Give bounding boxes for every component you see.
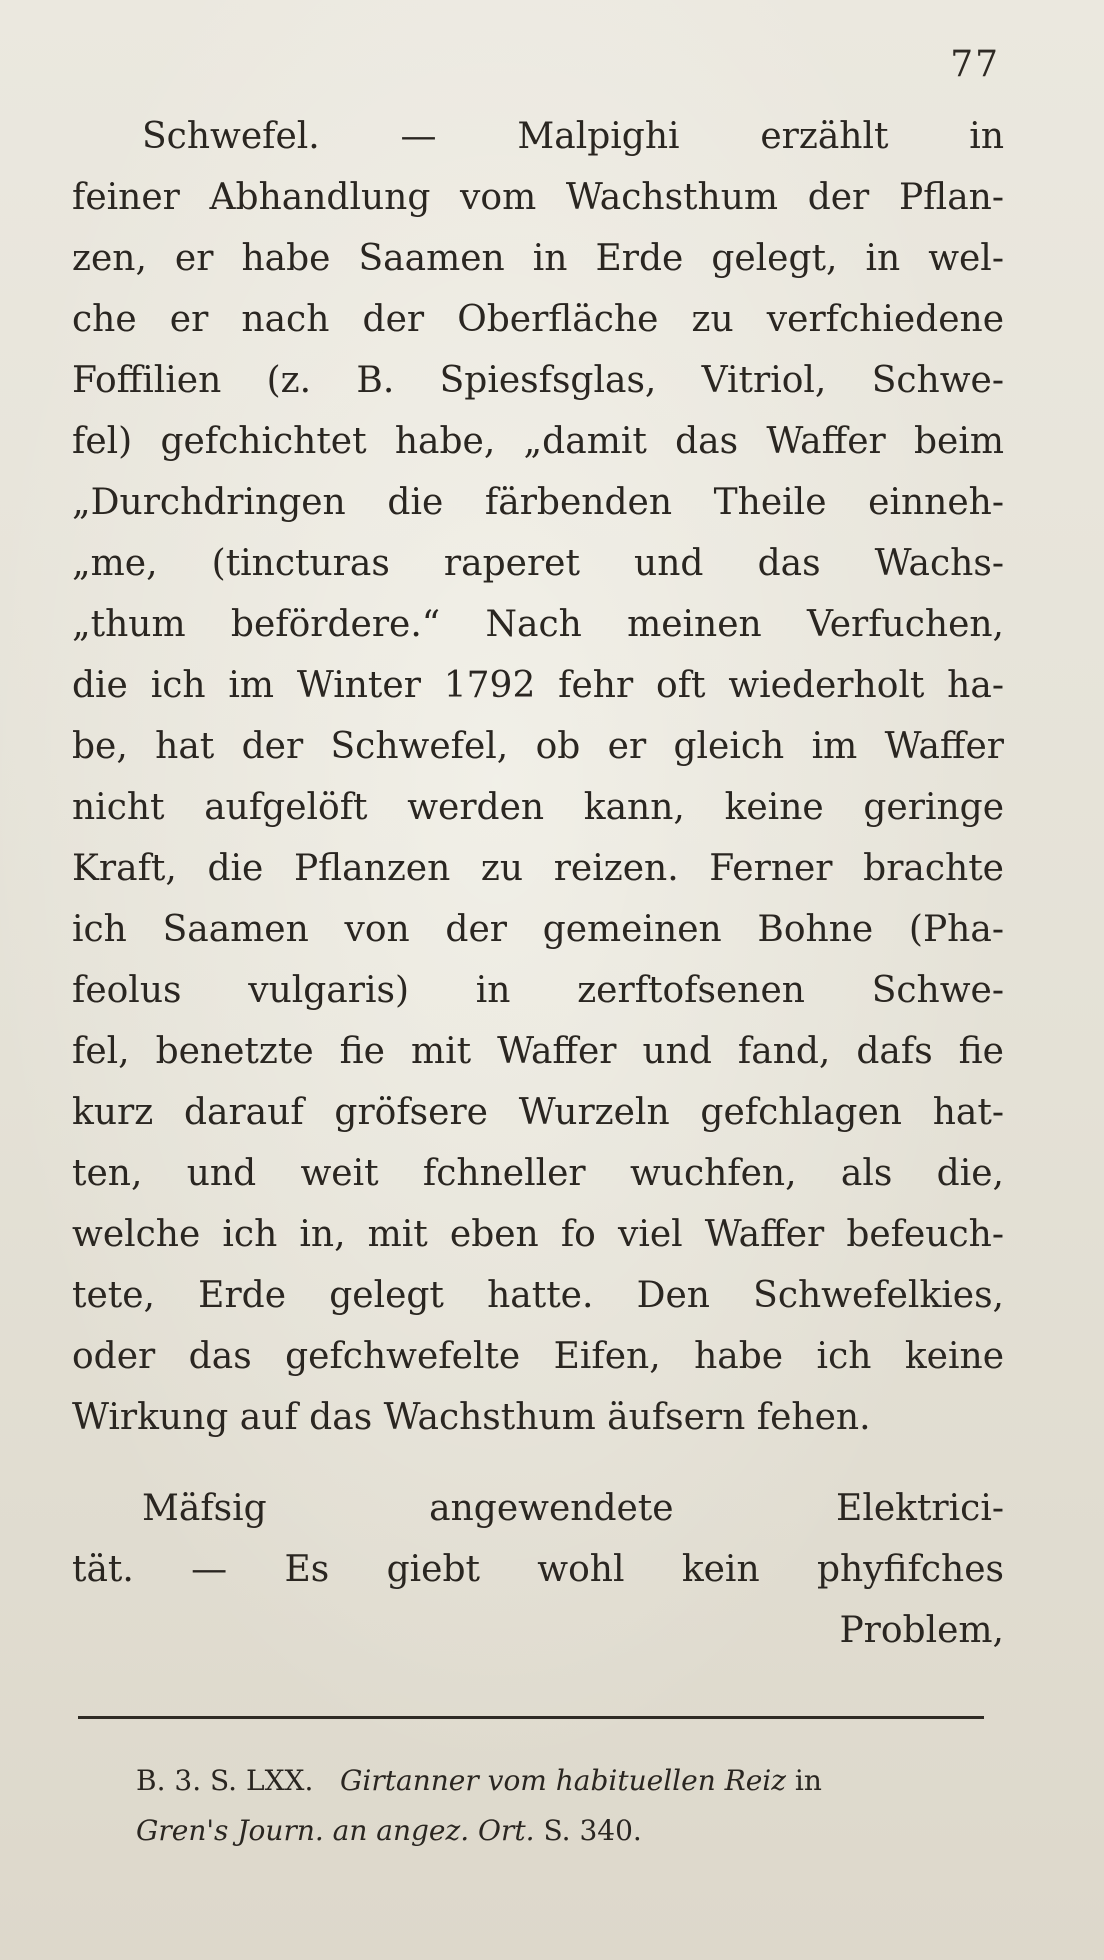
text-line: nicht aufgelöft werden kann, keine geringe — [72, 787, 1004, 828]
text-line: tete, Erde gelegt hatte. Den Schwefelkies, — [72, 1275, 1004, 1316]
text-line: „Durchdringen die färbenden Theile einneh- — [72, 482, 1004, 523]
footnote-reference: B. 3. S. LXX. — [136, 1764, 314, 1797]
text-line: die ich im Winter 1792 fehr oft wiederholt ha- — [72, 665, 1004, 706]
footnote-title: Girtanner vom habituellen Reiz — [340, 1764, 786, 1797]
text-line: Foffilien (z. B. Spiesfsglas, Vitriol, Schwe- — [72, 360, 1004, 401]
paragraph-gap — [72, 1448, 1004, 1478]
text-line: welche ich in, mit eben fo viel Waffer befeuch- — [72, 1214, 1004, 1255]
body-text — [72, 106, 1004, 1661]
footnote-rule — [78, 1716, 984, 1719]
text-line: ten, und weit fchneller wuchfen, als die, — [72, 1153, 1004, 1194]
text-line: feolus vulgaris) in zerftofsenen Schwe- — [72, 970, 1004, 1011]
text-line: che er nach der Oberfläche zu verfchiedene — [72, 299, 1004, 340]
catchword: Problem, — [839, 1610, 1004, 1651]
text-line: be, hat der Schwefel, ob er gleich im Waffer — [72, 726, 1004, 767]
text-line: Wirkung auf das Wachsthum äufsern fehen. — [72, 1397, 871, 1438]
footnote-line — [136, 1756, 996, 1806]
text-line: feiner Abhandlung vom Wachsthum der Pflan- — [72, 177, 1004, 218]
footnote-journal: Gren's Journ. an angez. Ort. — [136, 1814, 535, 1847]
footnote — [136, 1756, 996, 1856]
text-line: Kraft, die Pflanzen zu reizen. Ferner brachte — [72, 848, 1004, 889]
text-line: ich Saamen von der gemeinen Bohne (Pha- — [72, 909, 1004, 950]
text-line: Schwefel. — Malpighi erzählt in — [142, 116, 1004, 157]
text-line: Mäfsig angewendete Elektrici- — [142, 1488, 1004, 1529]
page-number: 77 — [950, 44, 1000, 85]
text-line: „thum befördere.“ Nach meinen Verfuchen, — [72, 604, 1004, 645]
text-line: „me, (tincturas raperet und das Wachs- — [72, 543, 1004, 584]
text-line: zen, er habe Saamen in Erde gelegt, in wel- — [72, 238, 1004, 279]
footnote-line — [136, 1806, 996, 1856]
text-line: tät. — Es giebt wohl kein phyfifches — [72, 1549, 1004, 1590]
text-line: oder das gefchwefelte Eifen, habe ich keine — [72, 1336, 1004, 1377]
footnote-page: S. 340. — [543, 1814, 642, 1847]
footnote-text: in — [794, 1764, 822, 1797]
text-line: kurz darauf gröfsere Wurzeln gefchlagen hat- — [72, 1092, 1004, 1133]
text-line: fel, benetzte fie mit Waffer und fand, dafs fie — [72, 1031, 1004, 1072]
text-line: fel) gefchichtet habe, „damit das Waffer beim — [72, 421, 1004, 462]
